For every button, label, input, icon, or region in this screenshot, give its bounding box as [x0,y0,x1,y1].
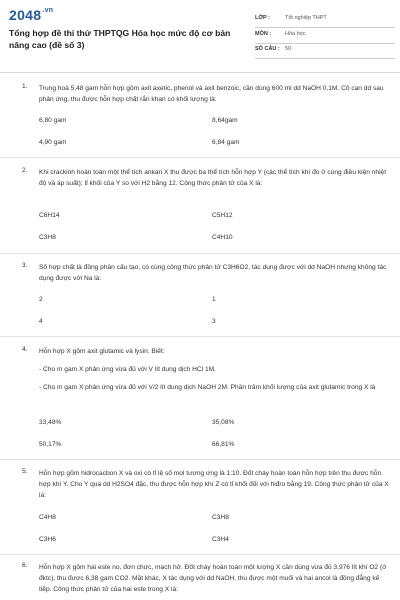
question-separator [0,336,400,337]
option-d[interactable]: C3H4 [212,536,229,543]
option-b[interactable]: C5H12 [212,212,233,219]
option-d[interactable]: C4H10 [212,234,233,241]
meta-row-subject [255,29,395,44]
option-c[interactable]: 4,90 gam [39,139,67,146]
question-number: 2. [22,167,28,174]
meta-value: Hóa học [285,31,306,37]
question-text: Khi crackinh hoàn toàn một thể tích ankan X thu được ba thể tích hỗn hợp Y (các thể tích khí đo ở cùng điều kiện nhiệt độ và áp suất); tỉ khối của Y so với H2 bằng 12. Công thức phân tử của X là: [39,169,387,187]
option-d[interactable]: 3 [212,318,216,325]
document-title: Tổng hợp đề thi thử THPTQG Hóa học mức độ cơ bản nâng cao (đề số 3) [9,28,231,50]
option-b[interactable]: 1 [212,296,216,303]
question-text: Hỗn hợp gồm hidrocacbon X và oxi có tỉ lệ số mol tương ứng là 1:10. Đốt cháy hoàn toàn hỗn hợp trên thu được hỗn hợp khí Y. Cho Y qua dd H2SO4 đặc, thu được hỗn hợp khí Z có tỉ khối đối với hiđro bằng 19. Công thức phân tử của X là: [39,470,389,499]
option-a[interactable]: 33,48% [39,419,62,426]
meta-value: Tốt nghiệp THPT [285,15,327,21]
option-c[interactable]: C3H8 [39,234,56,241]
site-logo[interactable]: $2048^{.vn}$ [9,7,54,23]
option-b[interactable]: C3H8 [212,514,229,521]
meta-key: LỚP : [255,15,270,21]
option-b[interactable]: 8,64gam [212,117,238,124]
meta-row-count [255,44,395,59]
question-number: 3. [22,262,28,269]
question-separator [0,459,400,460]
meta-row-class [255,13,395,28]
option-c[interactable]: 4 [39,318,43,325]
option-a[interactable]: C4H8 [39,514,56,521]
option-b[interactable]: 35,08% [212,419,235,426]
option-a[interactable]: C6H14 [39,212,60,219]
meta-key: MÔN : [255,31,272,37]
question-number: 4. [22,346,28,353]
question-separator [0,253,400,254]
question-number: 1. [22,83,28,90]
option-a[interactable]: 2 [39,296,43,303]
option-c[interactable]: C3H6 [39,536,56,543]
document-header [0,0,400,68]
question-text: - Cho m gam X phản ứng vừa đủ với V/2 lít dung dịch NaOH 2M. Phần trăm khối lượng của axit glutamic trong X là [39,384,376,391]
question-text: Hỗn hợp X gồm hai este no, đơn chức, mạch hở. Đốt cháy hoàn toàn một lượng X cần dùng vừa đủ 3,976 lít khí O2 (ở đktc), thu được 6,38 gam CO2. Mặt khác, X tác dụng với dd NaOH, thu được một muối và hai ancol là đồng đẳng kế tiếp. Công thức phân tử của hai este trong X là: [39,564,387,593]
option-d[interactable]: 66,81% [212,441,235,448]
option-d[interactable]: 6,84 gam [212,139,240,146]
question-text: - Cho m gam X phản ứng vừa đủ với V lít dung dịch HCl 1M. [39,366,216,373]
meta-value: 50 [285,46,292,52]
question-number: 6. [22,562,28,569]
question-text: Số hợp chất là đồng phân cấu tạo, có cùng công thức phân tử C3H6O2, tác dụng được với dd NaOH nhưng không tác dụng được với Na là: [39,264,387,282]
option-a[interactable]: 6,80 gam [39,117,67,124]
question-text: Hỗn hợp X gồm axit glutamic và lysin. Biết: [39,348,165,355]
header-divider [0,72,400,73]
question-separator [0,157,400,158]
meta-key: SỐ CÂU : [255,46,280,52]
question-separator [0,554,400,555]
option-c[interactable]: 50,17% [39,441,62,448]
question-text: Trung hoà 5,48 gam hỗn hợp gồm axit axetic, phenol và axit benzoic, cần dùng 600 ml dd NaOH 0,1M. Cô cạn dd sau phản ứng, thu được hỗn hợp chất rắn khan có khối lượng là: [39,85,384,103]
question-number: 5. [22,468,28,475]
